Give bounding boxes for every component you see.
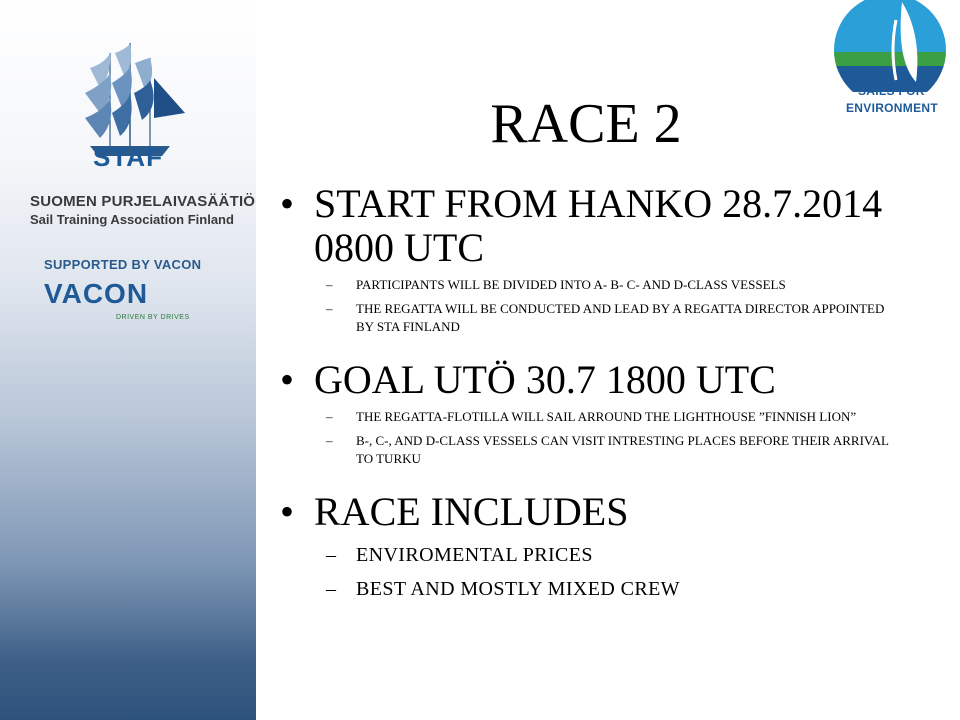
sponsor-tagline: DRIVEN BY DRIVES xyxy=(116,314,190,321)
sub-bullet-text: PARTICIPANTS WILL BE DIVIDED INTO A- B- C- AND D-CLASS VESSELS xyxy=(356,277,786,292)
sub-bullet-text: B-, C-, AND D-CLASS VESSELS CAN VISIT INTRESTING PLACES BEFORE THEIR ARRIVAL TO TURKU xyxy=(356,433,889,466)
bullet-race-includes xyxy=(276,490,896,534)
dash-marker: – xyxy=(326,433,333,448)
sub-bullet-text: THE REGATTA-FLOTILLA WILL SAIL ARROUND THE LIGHTHOUSE ”FINNISH LION” xyxy=(356,409,857,424)
sidebar xyxy=(0,0,256,720)
slide-content xyxy=(276,182,896,602)
bullet-marker: • xyxy=(280,357,295,402)
sub-bullet-text: BEST AND MOSTLY MIXED CREW xyxy=(356,578,680,600)
sub-bullet xyxy=(276,576,896,602)
bullet-goal xyxy=(276,358,896,402)
dash-marker: – xyxy=(326,544,337,566)
sfe-logo-line2: ENVIRONMENT xyxy=(846,101,938,115)
dash-marker: – xyxy=(326,301,333,316)
bullet-text: RACE INCLUDES xyxy=(314,489,629,534)
bullet-text: START FROM HANKO 28.7.2014 0800 UTC xyxy=(314,181,883,270)
sub-bullet xyxy=(276,276,896,294)
sub-bullet xyxy=(276,300,896,336)
sub-bullet xyxy=(276,408,896,426)
sponsor-logo-text: VACON xyxy=(44,278,149,309)
sfe-logo-line1: SAILS FOR xyxy=(858,84,925,98)
sub-bullet-text: ENVIROMENTAL PRICES xyxy=(356,544,593,566)
organization-subtitle: Sail Training Association Finland xyxy=(30,212,234,227)
bullet-marker: • xyxy=(280,489,295,534)
organization-name: SUOMEN PURJELAIVASÄÄTIÖ xyxy=(30,193,256,210)
sails-for-environment-logo-icon xyxy=(830,0,950,92)
sub-bullet-text: THE REGATTA WILL BE CONDUCTED AND LEAD BY A REGATTA DIRECTOR APPOINTED BY STA FINLAND xyxy=(356,301,885,334)
sub-bullet xyxy=(276,432,896,468)
bullet-text: GOAL UTÖ 30.7 1800 UTC xyxy=(314,357,776,402)
supported-by-label: SUPPORTED BY VACON xyxy=(44,257,202,272)
slide-title: RACE 2 xyxy=(490,93,682,155)
dash-marker: – xyxy=(326,578,337,600)
dash-marker: – xyxy=(326,409,333,424)
bullet-start xyxy=(276,182,896,270)
sub-bullet xyxy=(276,542,896,568)
bullet-marker: • xyxy=(280,181,295,226)
staf-logo-text: STAF xyxy=(93,142,163,172)
dash-marker: – xyxy=(326,277,333,292)
